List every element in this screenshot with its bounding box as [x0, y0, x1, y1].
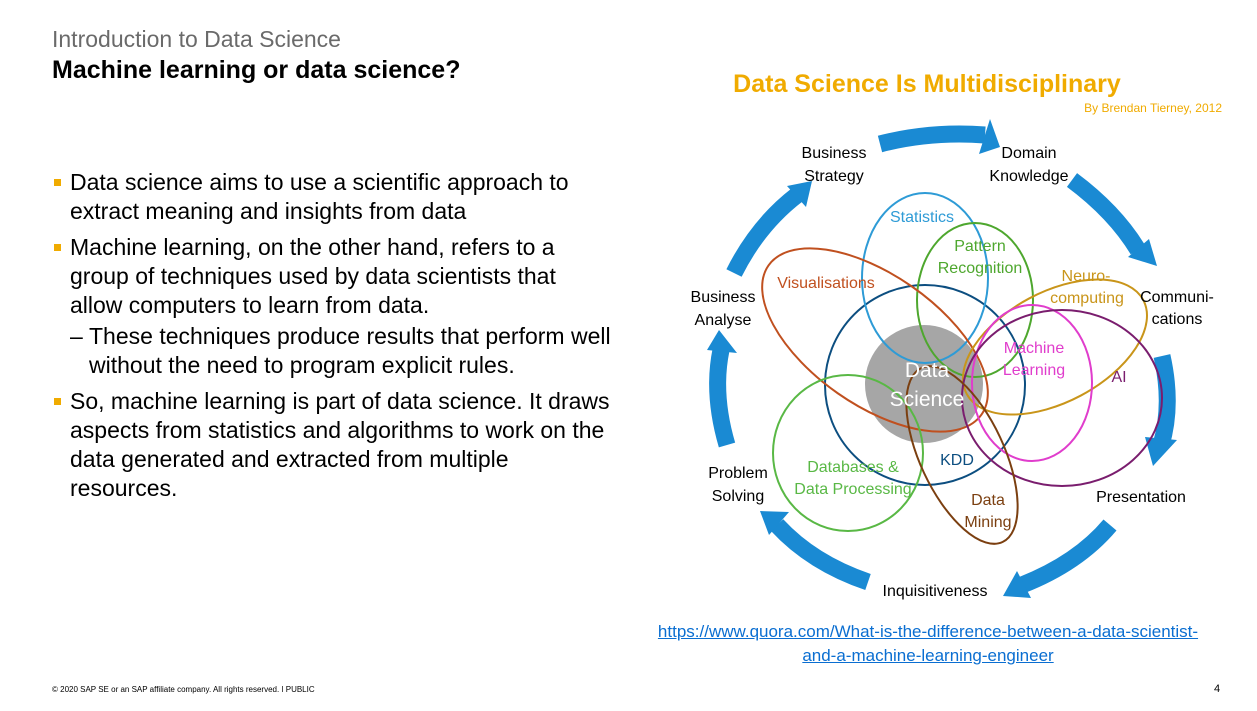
machine-learning-label: Learning — [1002, 362, 1066, 379]
arrow-segment — [1022, 525, 1110, 585]
ai-ellipse — [962, 310, 1162, 486]
machine-learning-label: Machine — [1003, 340, 1065, 357]
visualisations-label: Visualisations — [777, 275, 875, 292]
source-link-line[interactable]: and-a-machine-learning-engineer — [802, 646, 1054, 665]
communications-label: cations — [1151, 311, 1203, 328]
ai-label: AI — [1111, 369, 1127, 386]
domain-knowledge-label: Knowledge — [989, 168, 1069, 185]
diagram-byline: By Brendan Tierney, 2012 — [1084, 101, 1222, 115]
center-label: Data — [904, 359, 950, 382]
kdd-label: KDD — [940, 452, 974, 469]
diagram-title: Data Science Is Multidisciplinary — [733, 70, 1121, 98]
page-number: 4 — [1214, 683, 1221, 695]
center-label: Science — [889, 388, 965, 411]
slide-supertitle: Introduction to Data Science — [52, 26, 341, 52]
pattern-label: Recognition — [937, 260, 1023, 277]
arrow-segment — [777, 525, 868, 582]
source-link[interactable] — [620, 620, 1236, 668]
business-analyse-label: Analyse — [694, 312, 752, 329]
communications-label: Communi- — [1140, 289, 1214, 306]
bullet-text: So, machine learning is part of data science. It draws aspects from statistics and algorithms to work on the data generated and extracted from multiple resources. — [70, 388, 610, 501]
data-mining-label: Data — [971, 492, 1005, 509]
bullet-text: Data science aims to use a scientific approach to extract meaning and insights from data — [70, 169, 569, 224]
business-strategy-label: Business — [801, 145, 867, 162]
arrow-segment — [734, 195, 797, 273]
sub-bullet-text: These techniques produce results that perform well without the need to program explicit rules. — [89, 323, 611, 378]
arrow-segment — [718, 350, 727, 445]
statistics-label: Statistics — [889, 209, 955, 226]
problem-solving-label: Solving — [711, 488, 765, 505]
source-link-line[interactable]: https://www.quora.com/What-is-the-difference-between-a-data-scientist- — [657, 622, 1199, 641]
data-mining-label: Mining — [964, 514, 1012, 531]
domain-knowledge-label: Domain — [1001, 145, 1057, 162]
arrow-segment — [1072, 180, 1138, 250]
arrow-head-icon — [707, 330, 737, 353]
inquisitiveness-label: Inquisitiveness — [882, 583, 988, 600]
neuro-label: Neuro- — [1061, 268, 1111, 285]
presentation-label: Presentation — [1096, 489, 1186, 506]
problem-solving-label: Problem — [708, 465, 768, 482]
footer-copyright: © 2020 SAP SE or an SAP affiliate company. All rights reserved. ǀ PUBLIC — [52, 685, 315, 694]
bullet-text: Machine learning, on the other hand, refers to a group of techniques used by data scientists that allow computers to learn from data. — [70, 234, 556, 318]
databases-label: Data Processing — [794, 481, 912, 498]
arrow-segment — [880, 134, 985, 144]
business-analyse-label: Business — [690, 289, 756, 306]
machine-learning-circle — [972, 305, 1092, 461]
slide-title: Machine learning or data science? — [52, 56, 461, 84]
dash-marker: – — [70, 323, 83, 349]
pattern-label: Pattern — [954, 238, 1006, 255]
neuro-label: computing — [1050, 290, 1124, 307]
business-strategy-label: Strategy — [804, 168, 864, 185]
databases-label: Databases & — [807, 459, 899, 476]
